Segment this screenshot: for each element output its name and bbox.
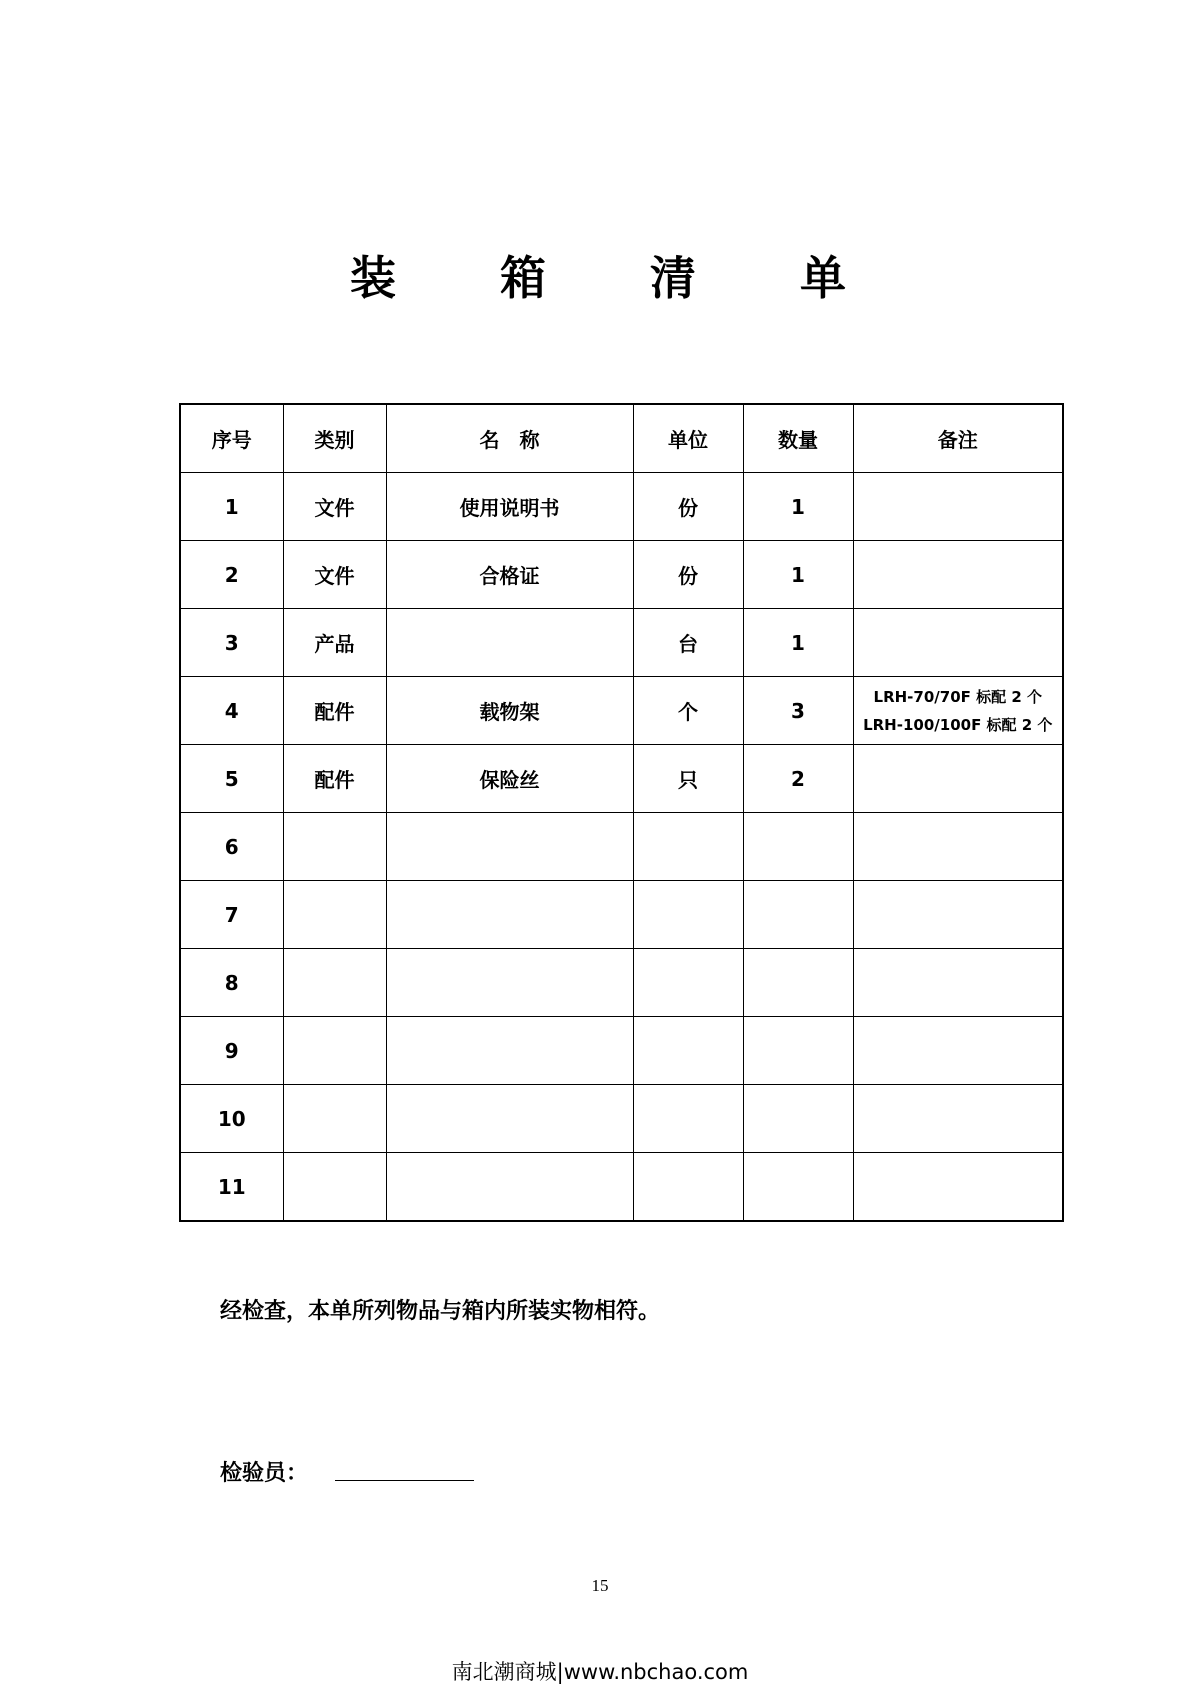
packing-list-table (179, 403, 1064, 1222)
cell-quantity (743, 1085, 853, 1153)
cell-name: 载物架 (386, 677, 633, 745)
table-row (180, 473, 1063, 541)
inspection-statement: 经检查，本单所列物品与箱内所装实物相符。 (220, 1299, 661, 1324)
cell-remark (853, 1153, 1063, 1222)
cell-quantity: 1 (743, 541, 853, 609)
header-unit: 单位 (633, 404, 743, 473)
cell-seq: 11 (180, 1153, 283, 1222)
header-name: 名 称 (386, 404, 633, 473)
cell-category: 配件 (283, 677, 386, 745)
cell-unit (633, 949, 743, 1017)
cell-quantity: 1 (743, 609, 853, 677)
cell-name (386, 1085, 633, 1153)
cell-seq: 8 (180, 949, 283, 1017)
table-row (180, 541, 1063, 609)
table-row (180, 1153, 1063, 1222)
page-number: 15 (591, 1576, 609, 1595)
cell-name (386, 881, 633, 949)
cell-remark (853, 677, 1063, 745)
header-remark: 备注 (853, 404, 1063, 473)
table-row (180, 1085, 1063, 1153)
cell-unit: 份 (633, 541, 743, 609)
cell-quantity (743, 1153, 853, 1222)
cell-remark (853, 745, 1063, 813)
table-row (180, 813, 1063, 881)
cell-seq: 1 (180, 473, 283, 541)
cell-seq: 9 (180, 1017, 283, 1085)
cell-category (283, 1085, 386, 1153)
cell-unit (633, 1085, 743, 1153)
remark-line: LRH-100/100F 标配 2 个 (863, 715, 1053, 734)
header-seq: 序号 (180, 404, 283, 473)
cell-unit: 台 (633, 609, 743, 677)
footer-website: 南北潮商城|www.nbchao.com (451, 1660, 749, 1684)
table-header-row (180, 404, 1063, 473)
cell-seq: 2 (180, 541, 283, 609)
table-row (180, 677, 1063, 745)
cell-category: 文件 (283, 541, 386, 609)
cell-remark (853, 949, 1063, 1017)
table-body (180, 473, 1063, 1222)
cell-seq: 4 (180, 677, 283, 745)
cell-name (386, 1153, 633, 1222)
cell-remark (853, 1017, 1063, 1085)
signature-line (335, 1480, 474, 1481)
cell-quantity (743, 881, 853, 949)
cell-remark (853, 609, 1063, 677)
cell-unit (633, 1017, 743, 1085)
inspector-label: 检验员： (220, 1461, 309, 1486)
cell-unit: 只 (633, 745, 743, 813)
cell-seq: 6 (180, 813, 283, 881)
cell-unit: 个 (633, 677, 743, 745)
cell-remark (853, 813, 1063, 881)
cell-category: 产品 (283, 609, 386, 677)
cell-name: 使用说明书 (386, 473, 633, 541)
cell-unit: 份 (633, 473, 743, 541)
cell-quantity: 3 (743, 677, 853, 745)
table-row (180, 609, 1063, 677)
cell-remark (853, 473, 1063, 541)
table-row (180, 881, 1063, 949)
cell-name (386, 949, 633, 1017)
cell-quantity (743, 1017, 853, 1085)
header-category: 类别 (283, 404, 386, 473)
cell-category (283, 949, 386, 1017)
cell-category (283, 1017, 386, 1085)
cell-remark (853, 541, 1063, 609)
cell-name (386, 609, 633, 677)
cell-category: 配件 (283, 745, 386, 813)
cell-unit (633, 1153, 743, 1222)
cell-quantity (743, 813, 853, 881)
table-row (180, 949, 1063, 1017)
remark-line: LRH-70/70F 标配 2 个 (873, 687, 1042, 706)
cell-seq: 5 (180, 745, 283, 813)
cell-category: 文件 (283, 473, 386, 541)
table-row (180, 1017, 1063, 1085)
cell-name (386, 1017, 633, 1085)
cell-name: 保险丝 (386, 745, 633, 813)
document-title: 装 箱 清 单 (349, 251, 891, 305)
cell-quantity (743, 949, 853, 1017)
cell-seq: 3 (180, 609, 283, 677)
header-quantity: 数量 (743, 404, 853, 473)
cell-remark (853, 881, 1063, 949)
cell-category (283, 1153, 386, 1222)
cell-name: 合格证 (386, 541, 633, 609)
cell-seq: 10 (180, 1085, 283, 1153)
cell-category (283, 881, 386, 949)
cell-unit (633, 813, 743, 881)
cell-remark (853, 1085, 1063, 1153)
cell-quantity: 1 (743, 473, 853, 541)
table-row (180, 745, 1063, 813)
cell-seq: 7 (180, 881, 283, 949)
cell-name (386, 813, 633, 881)
cell-category (283, 813, 386, 881)
cell-unit (633, 881, 743, 949)
cell-quantity: 2 (743, 745, 853, 813)
